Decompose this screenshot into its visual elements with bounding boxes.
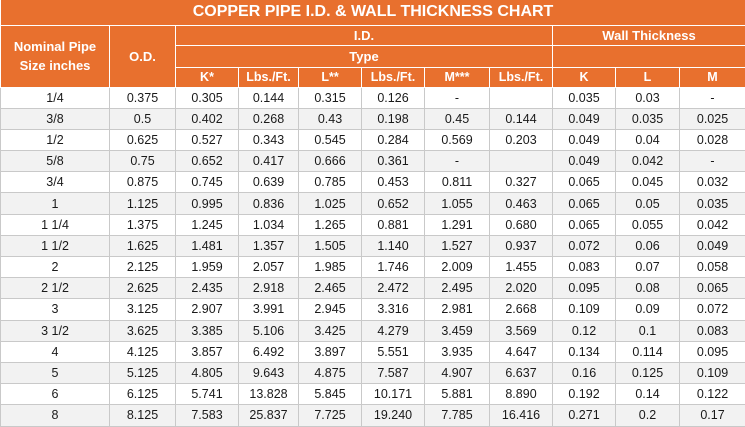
table-cell: 0.875 bbox=[110, 172, 176, 193]
col-header: K* bbox=[176, 67, 239, 87]
table-cell: 0.745 bbox=[176, 172, 239, 193]
table-cell: 3.425 bbox=[299, 320, 362, 341]
nominal-size-header: Nominal Pipe Size inches bbox=[1, 25, 110, 87]
table-cell: 0.035 bbox=[680, 193, 745, 214]
table-cell: 0.43 bbox=[299, 108, 362, 129]
table-cell: 0.666 bbox=[299, 151, 362, 172]
table-cell: 0.065 bbox=[553, 193, 616, 214]
table-cell: 0.049 bbox=[553, 151, 616, 172]
table-cell: 0.652 bbox=[362, 193, 425, 214]
table-row bbox=[1, 214, 745, 235]
table-cell: 0.042 bbox=[680, 214, 745, 235]
table-cell: 5.881 bbox=[425, 384, 490, 405]
nominal-size-cell: 3/8 bbox=[1, 108, 110, 129]
table-cell: 0.284 bbox=[362, 129, 425, 150]
table-cell: 3.569 bbox=[490, 320, 553, 341]
table-cell: 0.327 bbox=[490, 172, 553, 193]
table-cell: 0.315 bbox=[299, 87, 362, 108]
table-cell: 2.435 bbox=[176, 278, 239, 299]
table-cell: 3.385 bbox=[176, 320, 239, 341]
nominal-size-cell: 2 bbox=[1, 257, 110, 278]
table-cell: 1.291 bbox=[425, 214, 490, 235]
col-header: M bbox=[680, 67, 745, 87]
table-cell: 0.049 bbox=[553, 129, 616, 150]
nominal-size-cell: 1 1/2 bbox=[1, 235, 110, 256]
table-cell: 0.134 bbox=[553, 341, 616, 362]
table-cell: 0.811 bbox=[425, 172, 490, 193]
nominal-size-cell: 2 1/2 bbox=[1, 278, 110, 299]
col-header: L** bbox=[299, 67, 362, 87]
table-cell: 1.985 bbox=[299, 257, 362, 278]
table-cell: 0.114 bbox=[616, 341, 680, 362]
table-cell: 4.805 bbox=[176, 362, 239, 383]
table-cell: 3.991 bbox=[239, 299, 299, 320]
table-cell: 0.203 bbox=[490, 129, 553, 150]
table-cell: 1.245 bbox=[176, 214, 239, 235]
table-row bbox=[1, 235, 745, 256]
table-cell: 0.680 bbox=[490, 214, 553, 235]
table-cell: 0.375 bbox=[110, 87, 176, 108]
table-cell: 0.402 bbox=[176, 108, 239, 129]
col-header: Lbs./Ft. bbox=[239, 67, 299, 87]
table-cell: 8.125 bbox=[110, 405, 176, 426]
table-cell: - bbox=[425, 151, 490, 172]
table-cell: 0.035 bbox=[553, 87, 616, 108]
table-cell: 2.945 bbox=[299, 299, 362, 320]
table-cell: 0.995 bbox=[176, 193, 239, 214]
table-cell: 7.583 bbox=[176, 405, 239, 426]
table-row bbox=[1, 384, 745, 405]
table-cell: 4.279 bbox=[362, 320, 425, 341]
table-cell: 0.545 bbox=[299, 129, 362, 150]
table-row bbox=[1, 257, 745, 278]
nominal-size-cell: 8 bbox=[1, 405, 110, 426]
table-cell: - bbox=[680, 151, 745, 172]
table-cell: 0.095 bbox=[553, 278, 616, 299]
table-cell: 5.551 bbox=[362, 341, 425, 362]
table-cell: 0.045 bbox=[616, 172, 680, 193]
table-cell: 0.05 bbox=[616, 193, 680, 214]
table-cell: 0.192 bbox=[553, 384, 616, 405]
table-cell: 0.083 bbox=[680, 320, 745, 341]
table-cell: 0.065 bbox=[553, 172, 616, 193]
col-header: M*** bbox=[425, 67, 490, 87]
table-row bbox=[1, 278, 745, 299]
nominal-size-cell: 5 bbox=[1, 362, 110, 383]
table-cell: 0.04 bbox=[616, 129, 680, 150]
table-cell: 0.109 bbox=[553, 299, 616, 320]
table-cell: 0.144 bbox=[239, 87, 299, 108]
table-row bbox=[1, 87, 745, 108]
table-cell: 2.020 bbox=[490, 278, 553, 299]
table-cell: 2.057 bbox=[239, 257, 299, 278]
table-cell: 0.785 bbox=[299, 172, 362, 193]
table-cell: 0.055 bbox=[616, 214, 680, 235]
table-cell: 0.45 bbox=[425, 108, 490, 129]
table-cell: 1.625 bbox=[110, 235, 176, 256]
table-cell: 1.125 bbox=[110, 193, 176, 214]
id-group-header: I.D. bbox=[176, 25, 553, 45]
nominal-size-cell: 3/4 bbox=[1, 172, 110, 193]
table-cell: 0.268 bbox=[239, 108, 299, 129]
table-cell: 2.009 bbox=[425, 257, 490, 278]
table-cell: 1.375 bbox=[110, 214, 176, 235]
table-cell: 1.357 bbox=[239, 235, 299, 256]
table-cell: 1.527 bbox=[425, 235, 490, 256]
table-row bbox=[1, 151, 745, 172]
table-cell: 5.845 bbox=[299, 384, 362, 405]
table-cell: 1.034 bbox=[239, 214, 299, 235]
table-cell: 10.171 bbox=[362, 384, 425, 405]
table-cell: 0.028 bbox=[680, 129, 745, 150]
table-row bbox=[1, 108, 745, 129]
od-header: O.D. bbox=[110, 25, 176, 87]
table-cell: 0.09 bbox=[616, 299, 680, 320]
table-cell: 0.072 bbox=[553, 235, 616, 256]
table-cell: 3.125 bbox=[110, 299, 176, 320]
table-row bbox=[1, 341, 745, 362]
table-cell: 0.569 bbox=[425, 129, 490, 150]
table-cell: 2.668 bbox=[490, 299, 553, 320]
table-cell: 1.481 bbox=[176, 235, 239, 256]
table-cell: 25.837 bbox=[239, 405, 299, 426]
table-cell: 0.16 bbox=[553, 362, 616, 383]
table-cell: 19.240 bbox=[362, 405, 425, 426]
table-cell: 7.587 bbox=[362, 362, 425, 383]
table-cell: 2.125 bbox=[110, 257, 176, 278]
table-cell: 0.417 bbox=[239, 151, 299, 172]
table-cell: 4.647 bbox=[490, 341, 553, 362]
table-cell: 0.343 bbox=[239, 129, 299, 150]
nominal-size-cell: 6 bbox=[1, 384, 110, 405]
table-row bbox=[1, 405, 745, 426]
table-cell: 6.637 bbox=[490, 362, 553, 383]
table-cell: 5.125 bbox=[110, 362, 176, 383]
table-cell bbox=[490, 151, 553, 172]
table-cell: 1.505 bbox=[299, 235, 362, 256]
table-cell: 0.083 bbox=[553, 257, 616, 278]
table-cell: 8.890 bbox=[490, 384, 553, 405]
table-cell: 0.2 bbox=[616, 405, 680, 426]
nominal-size-cell: 1 1/4 bbox=[1, 214, 110, 235]
table-cell: 3.897 bbox=[299, 341, 362, 362]
table-cell: 2.981 bbox=[425, 299, 490, 320]
table-cell: 3.316 bbox=[362, 299, 425, 320]
table-cell: 0.095 bbox=[680, 341, 745, 362]
table-cell: 1.959 bbox=[176, 257, 239, 278]
table-cell: 13.828 bbox=[239, 384, 299, 405]
table-cell: 0.75 bbox=[110, 151, 176, 172]
table-cell: 0.453 bbox=[362, 172, 425, 193]
table-cell: 0.198 bbox=[362, 108, 425, 129]
table-cell: 5.106 bbox=[239, 320, 299, 341]
nominal-size-cell: 3 bbox=[1, 299, 110, 320]
table-cell: 2.907 bbox=[176, 299, 239, 320]
table-cell: 6.492 bbox=[239, 341, 299, 362]
table-cell: 0.125 bbox=[616, 362, 680, 383]
table-cell: 0.305 bbox=[176, 87, 239, 108]
table-cell: 3.857 bbox=[176, 341, 239, 362]
nominal-size-cell: 1/4 bbox=[1, 87, 110, 108]
table-cell: 1.025 bbox=[299, 193, 362, 214]
nominal-size-cell: 4 bbox=[1, 341, 110, 362]
table-cell: 0.361 bbox=[362, 151, 425, 172]
col-header: L bbox=[616, 67, 680, 87]
table-cell: 0.5 bbox=[110, 108, 176, 129]
table-cell bbox=[490, 87, 553, 108]
table-cell: 4.907 bbox=[425, 362, 490, 383]
table-row bbox=[1, 129, 745, 150]
table-cell: 4.875 bbox=[299, 362, 362, 383]
table-cell: 0.03 bbox=[616, 87, 680, 108]
table-cell: 0.937 bbox=[490, 235, 553, 256]
table-cell: 16.416 bbox=[490, 405, 553, 426]
table-cell: 0.271 bbox=[553, 405, 616, 426]
table-cell: 0.144 bbox=[490, 108, 553, 129]
table-cell: 2.625 bbox=[110, 278, 176, 299]
table-cell: 1.455 bbox=[490, 257, 553, 278]
table-cell: 0.072 bbox=[680, 299, 745, 320]
table-cell: 0.122 bbox=[680, 384, 745, 405]
table-cell: 1.055 bbox=[425, 193, 490, 214]
table-cell: 2.465 bbox=[299, 278, 362, 299]
table-cell: 1.746 bbox=[362, 257, 425, 278]
table-cell: 0.065 bbox=[680, 278, 745, 299]
nominal-size-cell: 5/8 bbox=[1, 151, 110, 172]
table-cell: 0.058 bbox=[680, 257, 745, 278]
table-cell: 0.527 bbox=[176, 129, 239, 150]
table-cell: 0.463 bbox=[490, 193, 553, 214]
col-header: Lbs./Ft. bbox=[362, 67, 425, 87]
table-cell: 0.881 bbox=[362, 214, 425, 235]
table-cell: 5.741 bbox=[176, 384, 239, 405]
col-header: Lbs./Ft. bbox=[490, 67, 553, 87]
table-cell: 3.625 bbox=[110, 320, 176, 341]
table-cell: 0.14 bbox=[616, 384, 680, 405]
table-row bbox=[1, 362, 745, 383]
table-row bbox=[1, 299, 745, 320]
table-cell: 1.265 bbox=[299, 214, 362, 235]
table-cell: 0.032 bbox=[680, 172, 745, 193]
table-cell: 0.049 bbox=[553, 108, 616, 129]
table-cell: 1.140 bbox=[362, 235, 425, 256]
table-cell: 0.12 bbox=[553, 320, 616, 341]
table-cell: 2.495 bbox=[425, 278, 490, 299]
table-cell: 0.065 bbox=[553, 214, 616, 235]
table-row bbox=[1, 172, 745, 193]
chart-title: COPPER PIPE I.D. & WALL THICKNESS CHART bbox=[1, 0, 745, 25]
type-header-spacer bbox=[553, 45, 745, 67]
table-cell: 0.17 bbox=[680, 405, 745, 426]
type-header: Type bbox=[176, 45, 553, 67]
table-cell: 0.625 bbox=[110, 129, 176, 150]
table-cell: 0.035 bbox=[616, 108, 680, 129]
table-cell: 4.125 bbox=[110, 341, 176, 362]
table-cell: 0.639 bbox=[239, 172, 299, 193]
table-cell: 0.07 bbox=[616, 257, 680, 278]
table-cell: 0.08 bbox=[616, 278, 680, 299]
col-header: K bbox=[553, 67, 616, 87]
table-cell: 0.836 bbox=[239, 193, 299, 214]
nominal-size-cell: 1 bbox=[1, 193, 110, 214]
nominal-size-cell: 3 1/2 bbox=[1, 320, 110, 341]
table-row bbox=[1, 193, 745, 214]
table-cell: 0.109 bbox=[680, 362, 745, 383]
table-cell: 0.025 bbox=[680, 108, 745, 129]
table-cell: 2.472 bbox=[362, 278, 425, 299]
table-cell: 6.125 bbox=[110, 384, 176, 405]
table-cell: - bbox=[680, 87, 745, 108]
nominal-size-cell: 1/2 bbox=[1, 129, 110, 150]
table-cell: 7.725 bbox=[299, 405, 362, 426]
table-cell: 9.643 bbox=[239, 362, 299, 383]
table-cell: 0.049 bbox=[680, 235, 745, 256]
table-cell: - bbox=[425, 87, 490, 108]
table-cell: 0.06 bbox=[616, 235, 680, 256]
wall-thickness-header: Wall Thickness bbox=[553, 25, 745, 45]
table-cell: 3.935 bbox=[425, 341, 490, 362]
table-cell: 2.918 bbox=[239, 278, 299, 299]
table-cell: 0.126 bbox=[362, 87, 425, 108]
table-cell: 7.785 bbox=[425, 405, 490, 426]
table-row bbox=[1, 320, 745, 341]
table-cell: 0.652 bbox=[176, 151, 239, 172]
table-cell: 0.042 bbox=[616, 151, 680, 172]
table-cell: 3.459 bbox=[425, 320, 490, 341]
table-cell: 0.1 bbox=[616, 320, 680, 341]
